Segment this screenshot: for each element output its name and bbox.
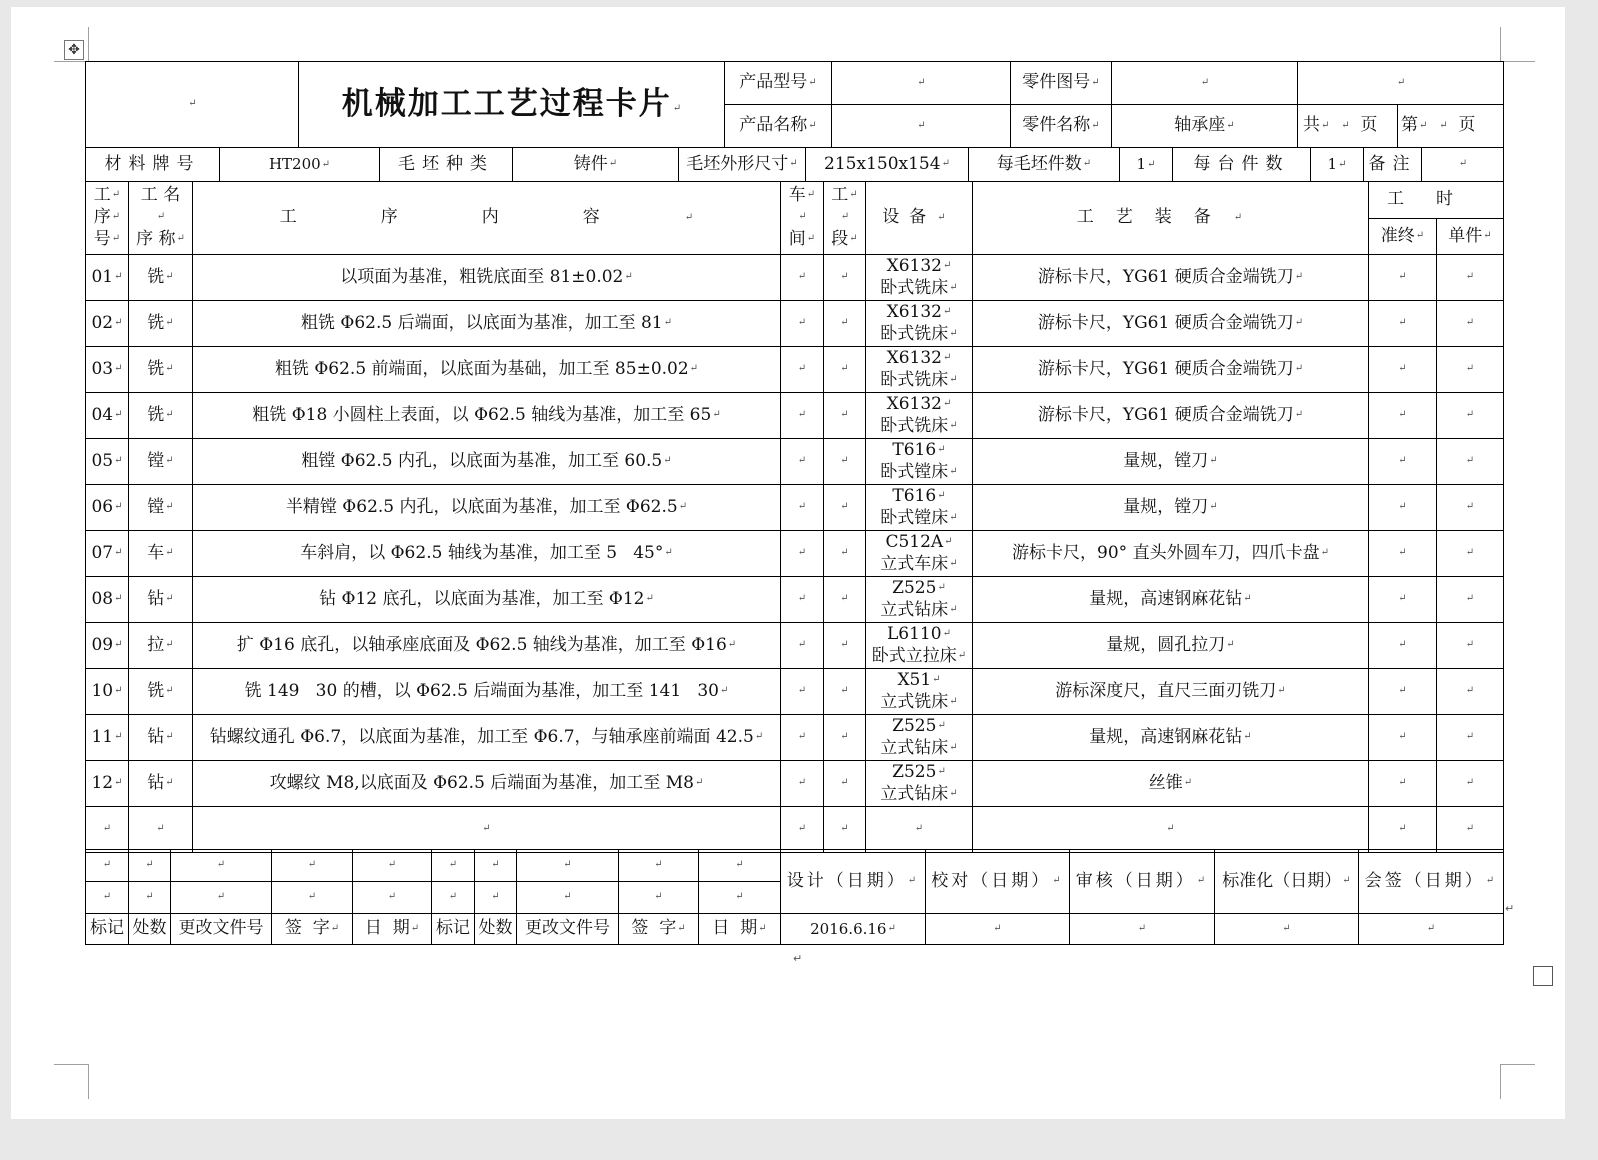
- op-content-cell[interactable]: 半精镗 Φ62.5 内孔，以底面为基准，加工至 Φ62.5 ↵: [193, 485, 781, 531]
- section-cell[interactable]: ↵: [824, 301, 866, 347]
- review-label: 审核（日期） ↵: [1070, 850, 1215, 914]
- equipment-name: 立式铣床 ↵: [880, 692, 957, 712]
- equipment-model: X6132 ↵: [887, 256, 952, 276]
- setup-hours-cell[interactable]: ↵: [1369, 255, 1437, 301]
- equipment-cell[interactable]: [866, 439, 973, 485]
- op-content-cell[interactable]: 钻螺纹通孔 Φ6.7，以底面为基准，加工至 Φ6.7，与轴承座前端面 42.5 ↵: [193, 715, 781, 761]
- equipment-cell[interactable]: [866, 347, 973, 393]
- equipment-cell[interactable]: [866, 393, 973, 439]
- table-row-blank: ↵ ↵ ↵ ↵ ↵ ↵ ↵ ↵ ↵: [86, 807, 1504, 853]
- part-drawing-value[interactable]: [1112, 62, 1298, 105]
- op-name-cell[interactable]: 镗 ↵: [129, 485, 193, 531]
- part-name-label: 零件名称 ↵: [1011, 105, 1112, 148]
- standardization-date-value[interactable]: ↵: [1215, 914, 1359, 945]
- unit-hours-cell[interactable]: ↵: [1437, 301, 1504, 347]
- equipment-name: 卧式立拉床 ↵: [872, 646, 966, 666]
- equipment-header: 设备 ↵: [866, 182, 973, 255]
- count-label-1: 处数: [129, 914, 171, 945]
- unit-hours-cell[interactable]: ↵: [1437, 255, 1504, 301]
- per-blank-value[interactable]: 1 ↵: [1120, 148, 1173, 182]
- per-unit-value[interactable]: 1 ↵: [1311, 148, 1364, 182]
- section-cell[interactable]: ↵: [824, 393, 866, 439]
- material-label: 材料牌号: [86, 148, 220, 182]
- mark-label-2: 标记: [432, 914, 475, 945]
- table-row: [86, 669, 1504, 715]
- table-row: [86, 577, 1504, 623]
- section-cell[interactable]: ↵: [824, 485, 866, 531]
- op-name-cell[interactable]: 钻 ↵: [129, 715, 193, 761]
- count-label-2: 处数: [475, 914, 517, 945]
- equipment-name: 立式钻床 ↵: [880, 600, 957, 620]
- product-model-label: 产品型号 ↵: [725, 62, 832, 105]
- per-unit-label: 每台件数: [1173, 148, 1311, 182]
- section-cell[interactable]: ↵: [824, 623, 866, 669]
- tooling-cell[interactable]: 游标深度尺，直尺三面刃铣刀 ↵: [973, 669, 1369, 715]
- content-header: 工序内容 ↵: [193, 182, 781, 255]
- equipment-model: T616 ↵: [892, 486, 945, 506]
- tooling-cell[interactable]: 丝锥 ↵: [973, 761, 1369, 807]
- unit-hours-cell[interactable]: ↵: [1437, 577, 1504, 623]
- countersign-date-value[interactable]: ↵: [1359, 914, 1504, 945]
- unit-hours-cell[interactable]: ↵: [1437, 393, 1504, 439]
- equipment-model: T616 ↵: [892, 440, 945, 460]
- operations-table: [85, 181, 1504, 853]
- workshop-cell[interactable]: ↵: [781, 623, 824, 669]
- workshop-cell[interactable]: ↵: [781, 393, 824, 439]
- workshop-cell[interactable]: ↵: [781, 669, 824, 715]
- equipment-cell[interactable]: [866, 485, 973, 531]
- setup-hours-cell[interactable]: ↵: [1369, 623, 1437, 669]
- section-cell[interactable]: ↵: [824, 577, 866, 623]
- op-content-cell[interactable]: 粗镗 Φ62.5 内孔，以底面为基准，加工至 60.5 ↵: [193, 439, 781, 485]
- op-name-header: 工 名 ↵ 序 称 ↵: [129, 182, 193, 255]
- equipment-cell[interactable]: [866, 669, 973, 715]
- blank-size-value[interactable]: 215x150x154 ↵: [806, 148, 969, 182]
- equipment-name: 卧式铣床 ↵: [880, 416, 957, 436]
- workshop-cell[interactable]: ↵: [781, 485, 824, 531]
- equipment-cell[interactable]: [866, 301, 973, 347]
- equipment-name: 卧式铣床 ↵: [880, 370, 957, 390]
- op-number-cell[interactable]: 07 ↵: [86, 531, 129, 577]
- equipment-model: Z525 ↵: [892, 578, 946, 598]
- op-number-cell[interactable]: 01 ↵: [86, 255, 129, 301]
- unit-hours-cell[interactable]: ↵: [1437, 761, 1504, 807]
- tooling-cell[interactable]: 量规，高速钢麻花钻 ↵: [973, 715, 1369, 761]
- blank-size-label: 毛坯外形尺寸 ↵: [679, 148, 806, 182]
- mark-label-1: 标记: [86, 914, 129, 945]
- part-name-value[interactable]: 轴承座 ↵: [1112, 105, 1298, 148]
- current-page-cell[interactable]: 第 ↵ ↵ 页: [1398, 105, 1504, 148]
- op-number-cell[interactable]: 03 ↵: [86, 347, 129, 393]
- equipment-cell[interactable]: [866, 715, 973, 761]
- logo-cell[interactable]: [86, 62, 299, 148]
- header-extra-cell[interactable]: [1298, 62, 1504, 105]
- equipment-name: 立式钻床 ↵: [880, 738, 957, 758]
- section-cell[interactable]: ↵: [824, 761, 866, 807]
- table-row: [86, 715, 1504, 761]
- section-header: 工 ↵ ↵ 段 ↵: [824, 182, 866, 255]
- product-name-value[interactable]: [832, 105, 1011, 148]
- part-drawing-label: 零件图号 ↵: [1011, 62, 1112, 105]
- unit-hours-header: 单件 ↵: [1437, 219, 1504, 255]
- remark-label: 备注: [1364, 148, 1422, 182]
- setup-hours-cell[interactable]: ↵: [1369, 439, 1437, 485]
- equipment-name: 卧式镗床 ↵: [880, 508, 957, 528]
- date-label-1: 日 期 ↵: [353, 914, 432, 945]
- setup-hours-header: 准终 ↵: [1369, 219, 1437, 255]
- equipment-name: 立式车床 ↵: [880, 554, 957, 574]
- unit-hours-cell[interactable]: ↵: [1437, 439, 1504, 485]
- per-blank-label: 每毛坯件数 ↵: [969, 148, 1120, 182]
- equipment-name: 卧式铣床 ↵: [880, 324, 957, 344]
- design-label: 设计（日期） ↵: [781, 850, 926, 914]
- op-content-cell[interactable]: 以项面为基准，粗铣底面至 81±0.02 ↵: [193, 255, 781, 301]
- equipment-model: X51 ↵: [897, 670, 940, 690]
- table-row: [86, 393, 1504, 439]
- op-number-cell[interactable]: 12 ↵: [86, 761, 129, 807]
- op-number-cell[interactable]: 08 ↵: [86, 577, 129, 623]
- change-doc-label-1: 更改文件号: [171, 914, 272, 945]
- table-row: [86, 761, 1504, 807]
- workshop-header: 车 ↵ ↵ 间 ↵: [781, 182, 824, 255]
- setup-hours-cell[interactable]: ↵: [1369, 485, 1437, 531]
- op-content-cell[interactable]: 粗铣 Φ62.5 前端面，以底面为基础，加工至 85±0.02 ↵: [193, 347, 781, 393]
- table-row: [86, 531, 1504, 577]
- op-number-cell[interactable]: 02 ↵: [86, 301, 129, 347]
- setup-hours-cell[interactable]: ↵: [1369, 301, 1437, 347]
- workshop-cell[interactable]: ↵: [781, 255, 824, 301]
- op-number-cell[interactable]: 10 ↵: [86, 669, 129, 715]
- op-content-cell[interactable]: 铣 149 30 的槽，以 Φ62.5 后端面为基准，加工至 141 30 ↵: [193, 669, 781, 715]
- design-date-value[interactable]: 2016.6.16 ↵: [781, 914, 926, 945]
- op-content-cell[interactable]: 粗铣 Φ62.5 后端面，以底面为基准，加工至 81 ↵: [193, 301, 781, 347]
- op-name-cell[interactable]: 钻 ↵: [129, 577, 193, 623]
- op-name-cell[interactable]: 钻 ↵: [129, 761, 193, 807]
- remark-value[interactable]: [1422, 148, 1504, 182]
- card-header-table: [85, 61, 1504, 148]
- equipment-cell[interactable]: [866, 531, 973, 577]
- equipment-model: Z525 ↵: [892, 762, 946, 782]
- workshop-cell[interactable]: ↵: [781, 347, 824, 393]
- table-row: [86, 301, 1504, 347]
- setup-hours-cell[interactable]: ↵: [1369, 577, 1437, 623]
- op-content-cell[interactable]: 扩 Φ16 底孔，以轴承座底面及 Φ62.5 轴线为基准，加工至 Φ16 ↵: [193, 623, 781, 669]
- tooling-cell[interactable]: 游标卡尺，YG61 硬质合金端铣刀 ↵: [973, 347, 1369, 393]
- unit-hours-cell[interactable]: ↵: [1437, 623, 1504, 669]
- op-name-cell[interactable]: 拉 ↵: [129, 623, 193, 669]
- margin-corner-top-right: [1500, 27, 1535, 62]
- equipment-cell[interactable]: [866, 761, 973, 807]
- blank-type-value[interactable]: 铸件 ↵: [513, 148, 679, 182]
- table-row: [86, 623, 1504, 669]
- unit-hours-cell[interactable]: ↵: [1437, 347, 1504, 393]
- section-cell[interactable]: ↵: [824, 531, 866, 577]
- workshop-cell[interactable]: ↵: [781, 715, 824, 761]
- workshop-cell[interactable]: ↵: [781, 761, 824, 807]
- section-cell[interactable]: ↵: [824, 347, 866, 393]
- unit-hours-cell[interactable]: ↵: [1437, 669, 1504, 715]
- margin-corner-bottom-left: [54, 1064, 89, 1099]
- op-content-cell[interactable]: 钻 Φ12 底孔，以底面为基准，加工至 Φ12 ↵: [193, 577, 781, 623]
- date-label-2: 日 期 ↵: [699, 914, 781, 945]
- table-row: [86, 347, 1504, 393]
- workshop-cell[interactable]: ↵: [781, 301, 824, 347]
- op-name-cell[interactable]: 铣 ↵: [129, 347, 193, 393]
- review-date-value[interactable]: ↵: [1070, 914, 1215, 945]
- equipment-cell[interactable]: [866, 255, 973, 301]
- section-cell[interactable]: ↵: [824, 715, 866, 761]
- revision-table: ↵ ↵ ↵ ↵ ↵ ↵ ↵ ↵ ↵ ↵ 设计（日期） ↵ 校对（日期） ↵ 审核（日期） ↵ 标准化（日期） ↵ 会签（日期） ↵ ↵ ↵ ↵ ↵ ↵ ↵ ↵ ↵ ↵ ↵ 标记 处数 更改文件号 签 字 ↵ 日 期 ↵ 标记 处数 更改文件号 签 字 ↵ 日 期 ↵ 2016.6.16 ↵ ↵ ↵ ↵ ↵: [85, 849, 1504, 945]
- section-cell[interactable]: ↵: [824, 669, 866, 715]
- tooling-cell[interactable]: 量规，镗刀 ↵: [973, 485, 1369, 531]
- hours-header: 工时: [1369, 182, 1504, 219]
- op-name-cell[interactable]: 镗 ↵: [129, 439, 193, 485]
- paragraph-mark-icon: ↵: [1505, 902, 1515, 915]
- op-name-cell[interactable]: 铣 ↵: [129, 669, 193, 715]
- check-date-value[interactable]: ↵: [926, 914, 1070, 945]
- setup-hours-cell[interactable]: ↵: [1369, 347, 1437, 393]
- tooling-header: 工艺装备 ↵: [973, 182, 1369, 255]
- equipment-cell[interactable]: [866, 577, 973, 623]
- table-row: [86, 439, 1504, 485]
- sign-label-2: 签 字 ↵: [619, 914, 699, 945]
- standardization-label: 标准化（日期） ↵: [1215, 850, 1359, 914]
- op-name-cell[interactable]: 铣 ↵: [129, 301, 193, 347]
- blank-type-label: 毛坯种类: [380, 148, 513, 182]
- op-number-cell[interactable]: 06 ↵: [86, 485, 129, 531]
- section-cell[interactable]: ↵: [824, 255, 866, 301]
- op-content-cell[interactable]: 车斜肩，以 Φ62.5 轴线为基准，加工至 5 45° ↵: [193, 531, 781, 577]
- op-number-cell[interactable]: 05 ↵: [86, 439, 129, 485]
- check-label: 校对（日期） ↵: [926, 850, 1070, 914]
- tooling-cell[interactable]: 量规，高速钢麻花钻 ↵: [973, 577, 1369, 623]
- resize-handle-icon[interactable]: [1533, 966, 1553, 986]
- countersign-label: 会签（日期） ↵: [1359, 850, 1504, 914]
- change-doc-label-2: 更改文件号: [517, 914, 619, 945]
- material-table: [85, 147, 1504, 182]
- material-value[interactable]: HT200 ↵: [220, 148, 380, 182]
- move-handle-icon[interactable]: ✥: [64, 40, 84, 60]
- equipment-cell[interactable]: [866, 623, 973, 669]
- equipment-model: X6132 ↵: [887, 302, 952, 322]
- sign-label-1: 签 字 ↵: [272, 914, 353, 945]
- equipment-name: 立式钻床 ↵: [880, 784, 957, 804]
- equipment-model: L6110 ↵: [887, 624, 951, 644]
- op-name-cell[interactable]: 铣 ↵: [129, 393, 193, 439]
- op-content-cell[interactable]: 攻螺纹 M8,以底面及 Φ62.5 后端面为基准，加工至 M8 ↵: [193, 761, 781, 807]
- tooling-cell[interactable]: 游标卡尺，YG61 硬质合金端铣刀 ↵: [973, 301, 1369, 347]
- workshop-cell[interactable]: ↵: [781, 531, 824, 577]
- equipment-model: Z525 ↵: [892, 716, 946, 736]
- tooling-cell[interactable]: 游标卡尺，YG61 硬质合金端铣刀 ↵: [973, 255, 1369, 301]
- op-number-cell[interactable]: 11 ↵: [86, 715, 129, 761]
- card-title: 机械加工工艺过程卡片 ↵: [299, 62, 725, 148]
- equipment-model: X6132 ↵: [887, 394, 952, 414]
- table-row: [86, 485, 1504, 531]
- setup-hours-cell[interactable]: ↵: [1369, 715, 1437, 761]
- workshop-cell[interactable]: ↵: [781, 577, 824, 623]
- setup-hours-cell[interactable]: ↵: [1369, 531, 1437, 577]
- total-pages-cell[interactable]: 共 ↵ ↵ 页: [1298, 105, 1398, 148]
- op-content-cell[interactable]: 粗铣 Φ18 小圆柱上表面，以 Φ62.5 轴线为基准，加工至 65 ↵: [193, 393, 781, 439]
- table-row: [86, 255, 1504, 301]
- op-number-cell[interactable]: 09 ↵: [86, 623, 129, 669]
- tooling-cell[interactable]: 量规，镗刀 ↵: [973, 439, 1369, 485]
- tooling-cell[interactable]: 游标卡尺，90° 直头外圆车刀，四爪卡盘 ↵: [973, 531, 1369, 577]
- tooling-cell[interactable]: 量规，圆孔拉刀 ↵: [973, 623, 1369, 669]
- op-number-cell[interactable]: 04 ↵: [86, 393, 129, 439]
- workshop-cell[interactable]: ↵: [781, 439, 824, 485]
- tooling-cell[interactable]: 游标卡尺，YG61 硬质合金端铣刀 ↵: [973, 393, 1369, 439]
- equipment-model: X6132 ↵: [887, 348, 952, 368]
- margin-corner-bottom-right: [1500, 1064, 1535, 1099]
- equipment-name: 卧式铣床 ↵: [880, 278, 957, 298]
- op-no-header: 工 ↵ 序 ↵ 号 ↵: [86, 182, 129, 255]
- product-name-label: 产品名称 ↵: [725, 105, 832, 148]
- setup-hours-cell[interactable]: ↵: [1369, 393, 1437, 439]
- setup-hours-cell[interactable]: ↵: [1369, 761, 1437, 807]
- section-cell[interactable]: ↵: [824, 439, 866, 485]
- unit-hours-cell[interactable]: ↵: [1437, 531, 1504, 577]
- paragraph-mark-icon: ↵: [793, 952, 803, 965]
- equipment-model: C512A ↵: [885, 532, 952, 552]
- equipment-name: 卧式镗床 ↵: [880, 462, 957, 482]
- unit-hours-cell[interactable]: ↵: [1437, 485, 1504, 531]
- op-name-cell[interactable]: 车 ↵: [129, 531, 193, 577]
- setup-hours-cell[interactable]: ↵: [1369, 669, 1437, 715]
- op-name-cell[interactable]: 铣 ↵: [129, 255, 193, 301]
- unit-hours-cell[interactable]: ↵: [1437, 715, 1504, 761]
- product-model-value[interactable]: [832, 62, 1011, 105]
